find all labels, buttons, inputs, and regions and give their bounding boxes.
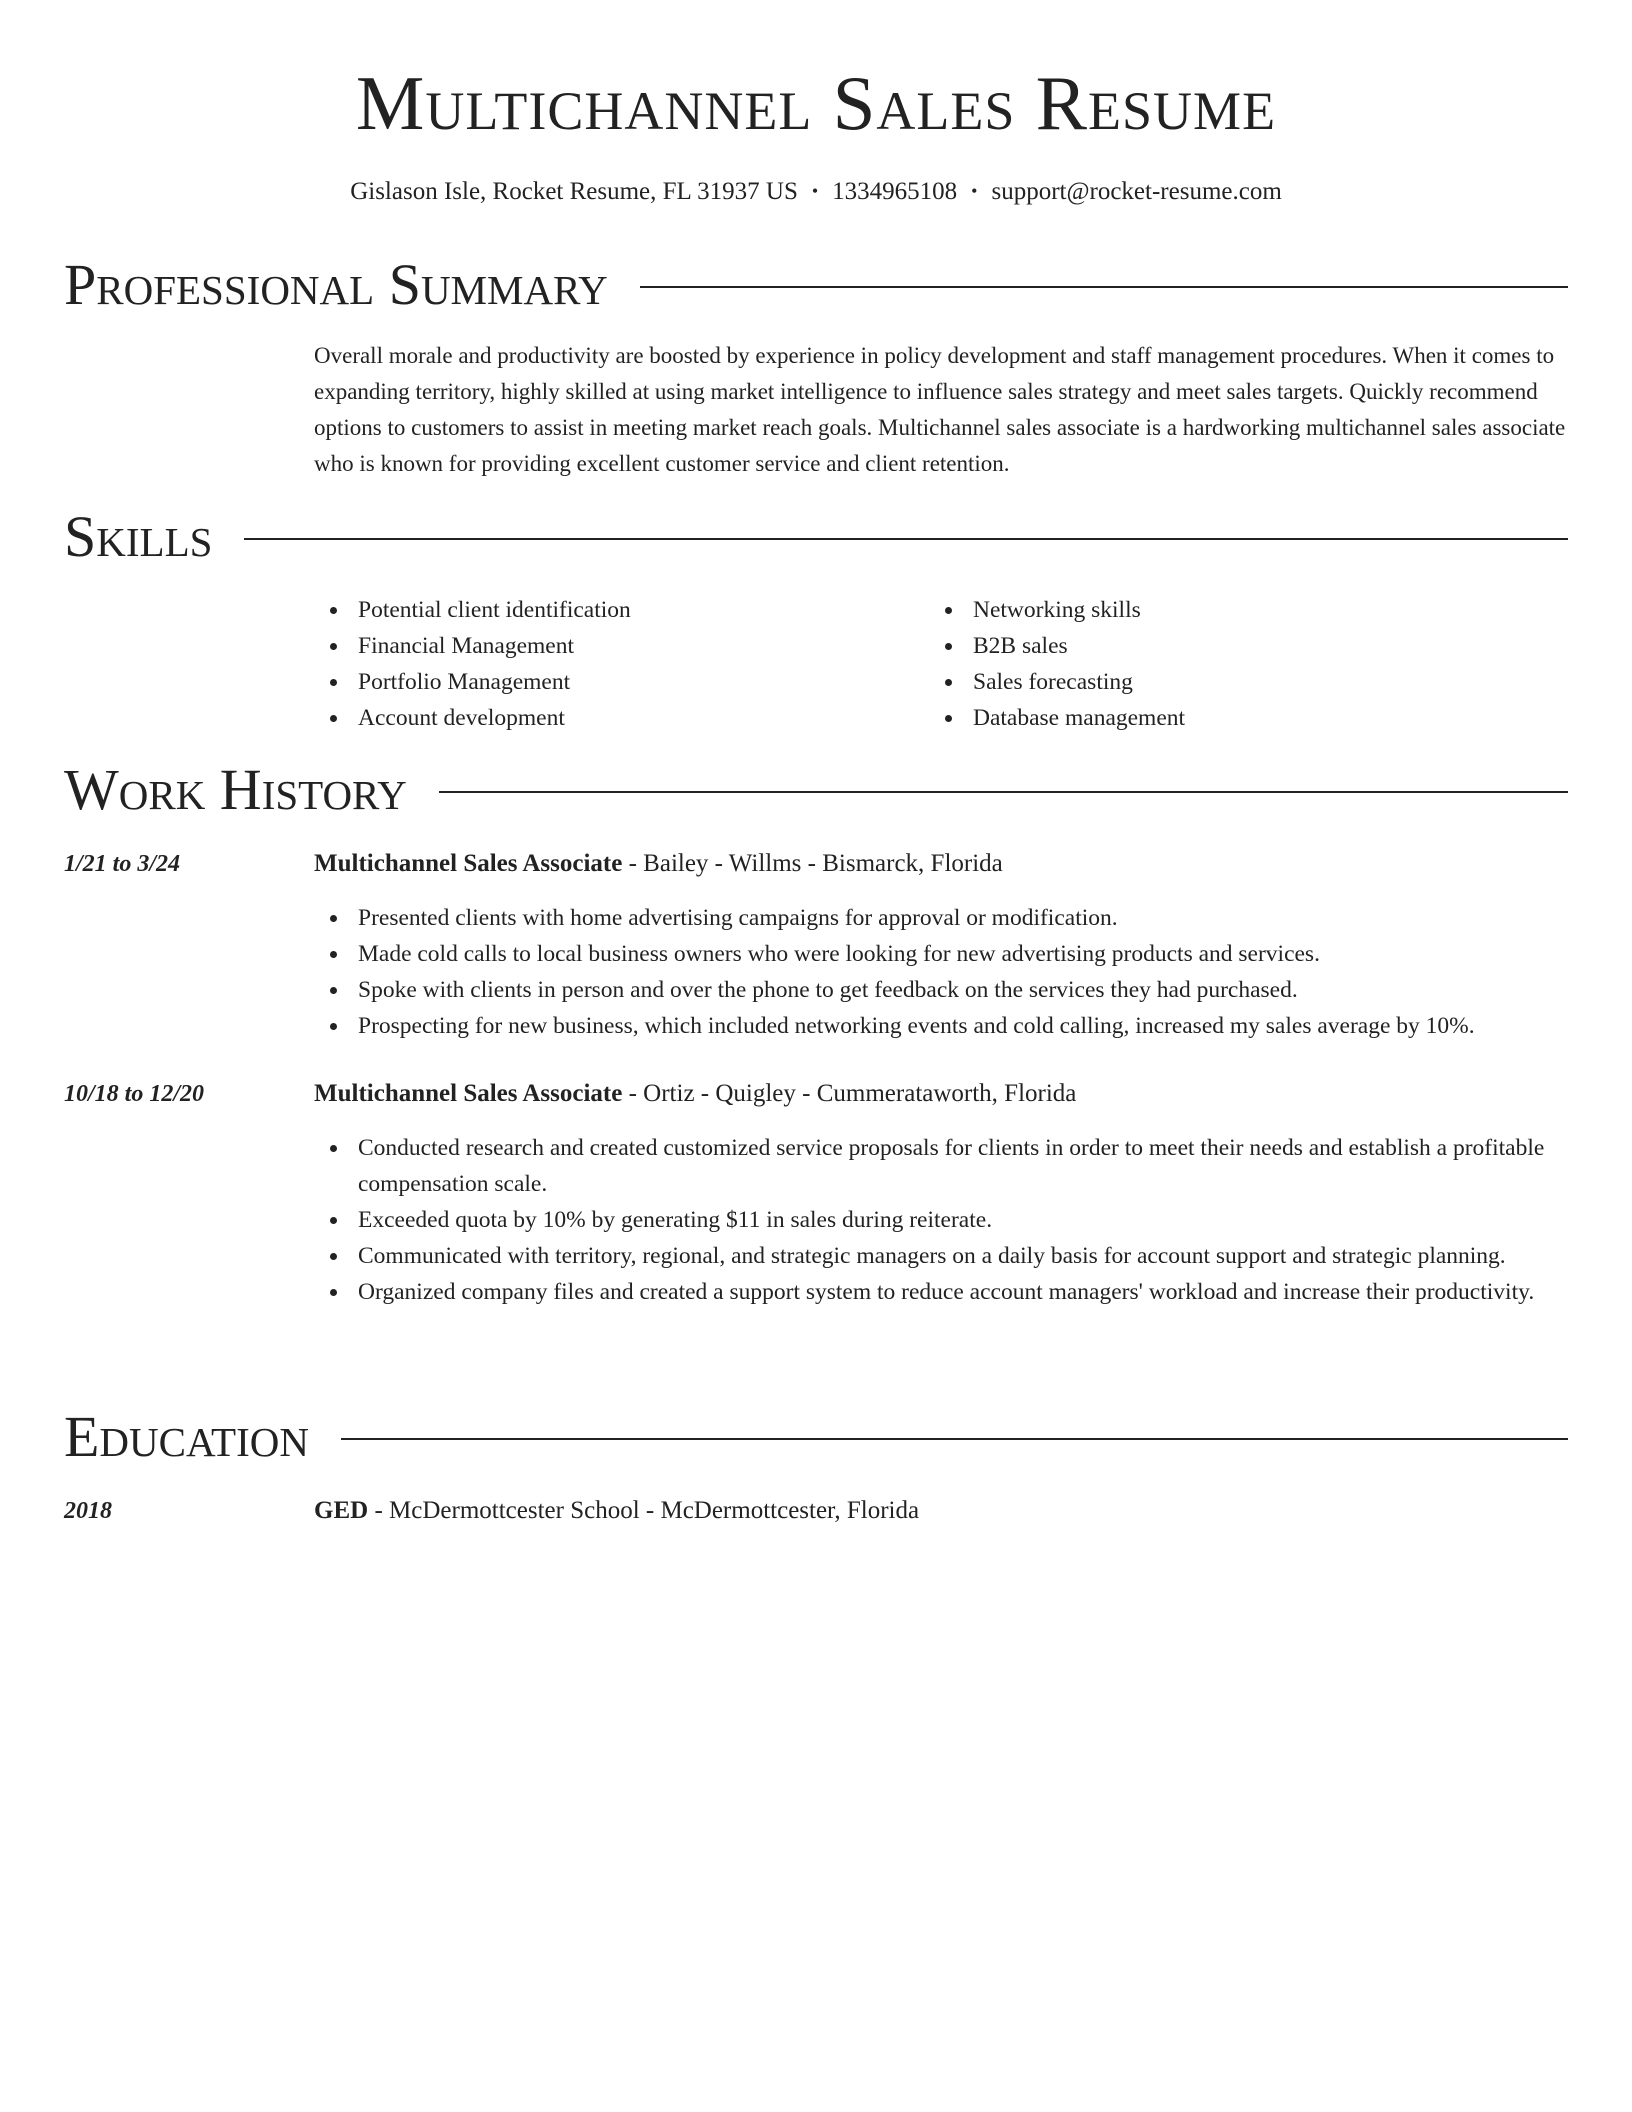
- job-bullet: Prospecting for new business, which included networking events and cold calling, increased my sales average by 10%.: [314, 1008, 1568, 1044]
- skills-heading: Skills: [64, 504, 213, 569]
- education-entry: [314, 1493, 919, 1529]
- job-bullet: Made cold calls to local business owners who were looking for new advertising products and services.: [314, 936, 1568, 972]
- job-bullet: Exceeded quota by 10% by generating $11 in sales during reiterate.: [314, 1202, 1568, 1238]
- contact-email: support@rocket-resume.com: [991, 178, 1282, 205]
- job-title: Multichannel Sales Associate: [314, 850, 623, 877]
- job-bullets: [314, 1130, 1568, 1310]
- skill-item: Portfolio Management: [314, 664, 914, 700]
- skill-item: Sales forecasting: [929, 664, 1529, 700]
- education-heading: Education: [64, 1404, 309, 1469]
- bullet-separator-icon: •: [971, 181, 978, 201]
- section-divider: [244, 538, 1568, 540]
- skill-item: Financial Management: [314, 628, 914, 664]
- skill-item: Account development: [314, 700, 914, 736]
- skills-list-right: [929, 592, 1529, 736]
- contact-line: [0, 173, 1632, 210]
- education-year: 2018: [64, 1498, 112, 1524]
- job-heading: [314, 846, 1003, 882]
- section-divider: [439, 791, 1568, 793]
- job-bullet: Spoke with clients in person and over the phone to get feedback on the services they had purchased.: [314, 972, 1568, 1008]
- job-bullet: Presented clients with home advertising campaigns for approval or modification.: [314, 900, 1568, 936]
- section-divider: [341, 1438, 1568, 1440]
- work-heading: Work History: [64, 757, 407, 822]
- job-dates: 1/21 to 3/24: [64, 851, 181, 877]
- job-employer: - Ortiz - Quigley - Cummerataworth, Florida: [622, 1080, 1077, 1107]
- resume-title: Multichannel Sales Resume: [355, 60, 1277, 146]
- skills-list-left: [314, 592, 914, 736]
- summary-section-header: [64, 250, 1568, 320]
- contact-phone: 1334965108: [832, 178, 958, 205]
- skill-item: B2B sales: [929, 628, 1529, 664]
- job-heading: [314, 1076, 1076, 1112]
- job-employer: - Bailey - Willms - Bismarck, Florida: [622, 850, 1003, 877]
- job-bullet: Communicated with territory, regional, and strategic managers on a daily basis for account support and strategic planning.: [314, 1238, 1568, 1274]
- bullet-separator-icon: •: [811, 181, 819, 201]
- skill-item: Database management: [929, 700, 1529, 736]
- section-divider: [640, 286, 1568, 288]
- education-section-header: [64, 1402, 1568, 1472]
- job-title: Multichannel Sales Associate: [314, 1080, 623, 1107]
- skill-item: Networking skills: [929, 592, 1529, 628]
- education-school: - McDermottcester School - McDermottcester, Florida: [368, 1497, 920, 1524]
- education-degree: GED: [314, 1497, 369, 1524]
- job-dates: 10/18 to 12/20: [64, 1081, 205, 1107]
- summary-text: Overall morale and productivity are boosted by experience in policy development and staff management procedures. When it comes to expanding territory, highly skilled at using market intelligence to influence sales strategy and meet sales targets. Quickly recommend options to customers to assist in meeting market reach goals. Multichannel sales associate is a hardworking multichannel sales associate who is known for providing excellent customer service and client retention.: [314, 343, 1566, 476]
- skill-item: Potential client identification: [314, 592, 914, 628]
- skills-section-header: [64, 502, 1568, 572]
- job-bullet: Organized company files and created a support system to reduce account managers' workload and increase their productivity.: [314, 1274, 1568, 1310]
- contact-address: Gislason Isle, Rocket Resume, FL 31937 US: [350, 178, 798, 205]
- job-bullets: [314, 900, 1568, 1044]
- summary-heading: Professional Summary: [64, 252, 608, 317]
- work-section-header: [64, 755, 1568, 825]
- job-bullet: Conducted research and created customized service proposals for clients in order to meet their needs and establish a profitable compensation scale.: [314, 1130, 1568, 1202]
